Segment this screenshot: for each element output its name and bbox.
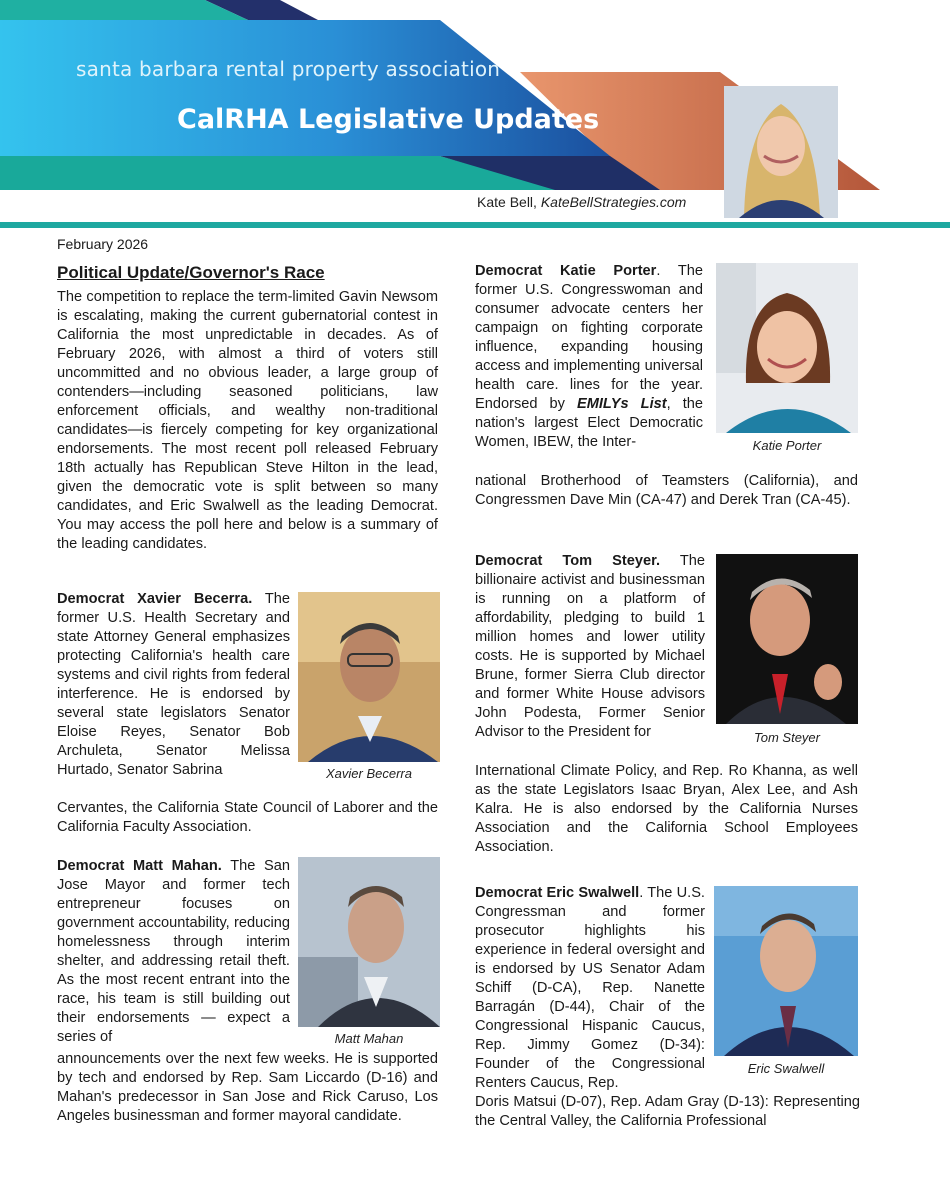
- author-photo: [724, 86, 838, 218]
- porter-text: . The former U.S. Congresswoman and consumer advocate centers her campaign on fighting corporate influence, expanding housing access and implementing universal health care. lines for the year. Endorsed by: [475, 263, 703, 412]
- becerra-paragraph-cont: Cervantes, the California State Council of Laborer and the California Faculty Association.: [57, 800, 438, 835]
- author-name: Kate Bell,: [477, 194, 537, 210]
- author-website[interactable]: KateBellStrategies.com: [540, 194, 687, 210]
- intro-paragraph: The competition to replace the term-limited Gavin Newsom is escalating, making the current gubernatorial contest in California the most unpredictable in decades. As of February 2026, with almost a third of voters still uncommitted and no obvious leader, a large group of contenders—including seasoned politicians, law enforcement officials, and wealthy non-traditional candidates—is fiercely competing for key organizational endorsements. The most recent poll released February 18th actually has Republican Steve Hilton in the lead, given the democratic vote is split between so many candidates, and Eric Swalwell as the leading Democrat. You may access the poll here and below is a summary of the leading candidates.: [57, 289, 438, 552]
- steyer-name: Democrat Tom Steyer.: [475, 553, 661, 569]
- mahan-name: Democrat Matt Mahan.: [57, 858, 222, 874]
- swalwell-text: . The U.S. Congressman and former prosecutor highlights his experience in federal oversight and is endorsed by US Senator Adam Schiff (D-CA), Rep. Nanette Barragán (D-44), Chair of the Congressional Hispanic Caucus, Rep. Jimmy Gomez (D-34): Founder of the Congressional Renters Caucus, Rep.: [475, 885, 705, 1091]
- steyer-paragraph-cont: International Climate Policy, and Rep. Ro Khanna, as well as the state Legislators Isaac Bryan, Alex Lee, and Ash Kalra. He is also endorsed by the California Nurses Association and the California School Employees Association.: [475, 763, 858, 855]
- steyer-photo: [716, 554, 858, 724]
- mahan-paragraph: [57, 857, 290, 1047]
- swalwell-name: Democrat Eric Swalwell: [475, 885, 640, 901]
- swalwell-caption: Eric Swalwell: [747, 1061, 825, 1076]
- swalwell-photo: [714, 886, 858, 1056]
- header-banner: [0, 0, 950, 230]
- mahan-paragraph-cont: announcements over the next few weeks. He is supported by tech and endorsed by Rep. Sam Liccardo (D-16) and Mahan's predecessor in San Jose and Rick Caruso, Los Angeles businessman and former mayoral candidate.: [57, 1051, 438, 1124]
- steyer-text: The billionaire activist and businessman is running on a platform of affordability, pledging to build 1 million homes and lower utility costs. He is supported by Michael Brune, former Sierra Club director and former White House advisors John Podesta, Former Senior Advisor to the President for: [475, 553, 705, 740]
- mahan-caption: Matt Mahan: [334, 1031, 404, 1046]
- porter-name: Democrat Katie Porter: [475, 263, 657, 279]
- swalwell-paragraph-cont: Doris Matsui (D-07), Rep. Adam Gray (D-13): Representing the Central Valley, the California Professional: [475, 1094, 860, 1129]
- porter-emilys-list: EMILYs List: [576, 396, 667, 412]
- issue-date: February 2026: [57, 236, 149, 252]
- porter-text-end: , the nation's largest Elect Democratic Women, IBEW, the Inter-: [475, 396, 703, 450]
- porter-photo: [716, 263, 858, 433]
- becerra-name: Democrat Xavier Becerra.: [57, 591, 253, 607]
- steyer-caption: Tom Steyer: [754, 730, 820, 745]
- porter-paragraph-cont: national Brotherhood of Teamsters (California), and Congressmen Dave Min (CA-47) and Derek Tran (CA-45).: [475, 473, 858, 508]
- becerra-photo: [298, 592, 440, 762]
- mahan-photo: [298, 857, 440, 1027]
- becerra-text: The former U.S. Health Secretary and state Attorney General emphasizes protecting California's health care systems and civil rights from federal interference. He is endorsed by several state legislators Senator Eloise Reyes, Senator Bob Archuleta, Senator Melissa Hurtado, Senator Sabrina: [57, 591, 290, 778]
- section-heading: Political Update/Governor's Race: [57, 263, 325, 282]
- becerra-caption: Xavier Becerra: [326, 766, 412, 781]
- swalwell-paragraph: [475, 884, 705, 1093]
- porter-caption: Katie Porter: [752, 438, 822, 453]
- newsletter-title: CalRHA Legislative Updates: [177, 104, 600, 135]
- becerra-paragraph: [57, 590, 290, 780]
- porter-paragraph: [475, 262, 703, 452]
- author-credit: [477, 194, 686, 210]
- mahan-text: The San Jose Mayor and former tech entrepreneur focuses on government accountability, reducing homelessness through interim shelter, and addressing retail theft. As the most recent entrant into the race, his team is still building out their endorsements — expect a series of: [57, 858, 290, 1045]
- org-name: santa barbara rental property association: [76, 57, 501, 81]
- steyer-paragraph: [475, 552, 705, 742]
